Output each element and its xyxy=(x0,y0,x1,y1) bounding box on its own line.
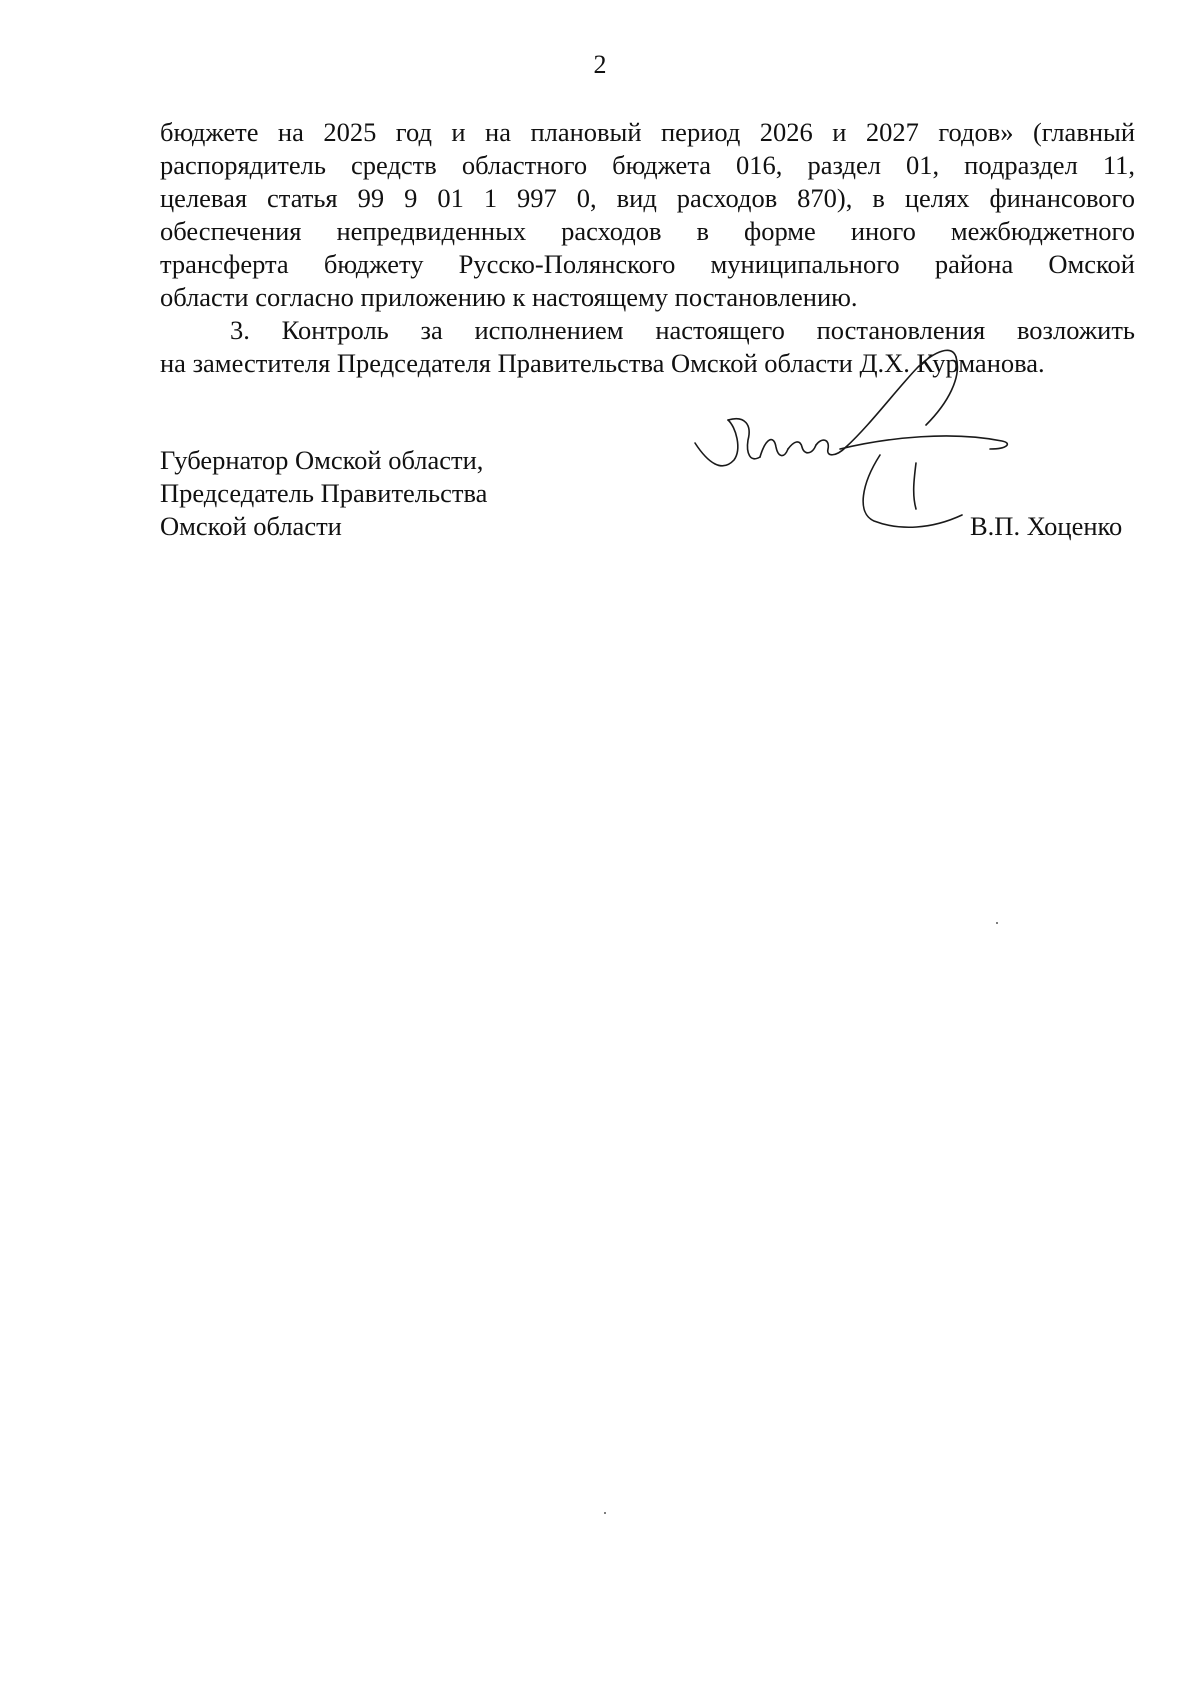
body-line: на заместителя Председателя Правительства Омской области Д.Х. Курманова. xyxy=(160,348,1045,378)
signatory-title-line: Губернатор Омской области, xyxy=(160,445,484,475)
signatory-title-line: Омской области xyxy=(160,511,342,541)
page-number: 2 xyxy=(593,50,607,79)
signatory-title xyxy=(160,444,487,543)
body-line: трансферта бюджету Русско-Полянского муниципального района Омской xyxy=(160,249,1135,279)
body-line-paragraph-3: 3. Контроль за исполнением настоящего постановления возложить xyxy=(230,315,1135,345)
body-line: целевая статья 99 9 01 1 997 0, вид расходов 870), в целях финансового xyxy=(160,183,1135,213)
body-line: области согласно приложению к настоящему постановлению. xyxy=(160,282,858,312)
body-line: обеспечения непредвиденных расходов в форме иного межбюджетного xyxy=(160,216,1135,246)
scan-speck xyxy=(996,922,998,924)
body-line: бюджете на 2025 год и на плановый период 2026 и 2027 годов» (главный xyxy=(160,117,1135,147)
document-body xyxy=(160,116,1135,380)
signer-name: В.П. Хоценко xyxy=(970,511,1123,541)
scan-speck xyxy=(604,1512,606,1514)
signatory-title-line: Председатель Правительства xyxy=(160,478,488,508)
body-line: распорядитель средств областного бюджета 016, раздел 01, подраздел 11, xyxy=(160,150,1135,180)
